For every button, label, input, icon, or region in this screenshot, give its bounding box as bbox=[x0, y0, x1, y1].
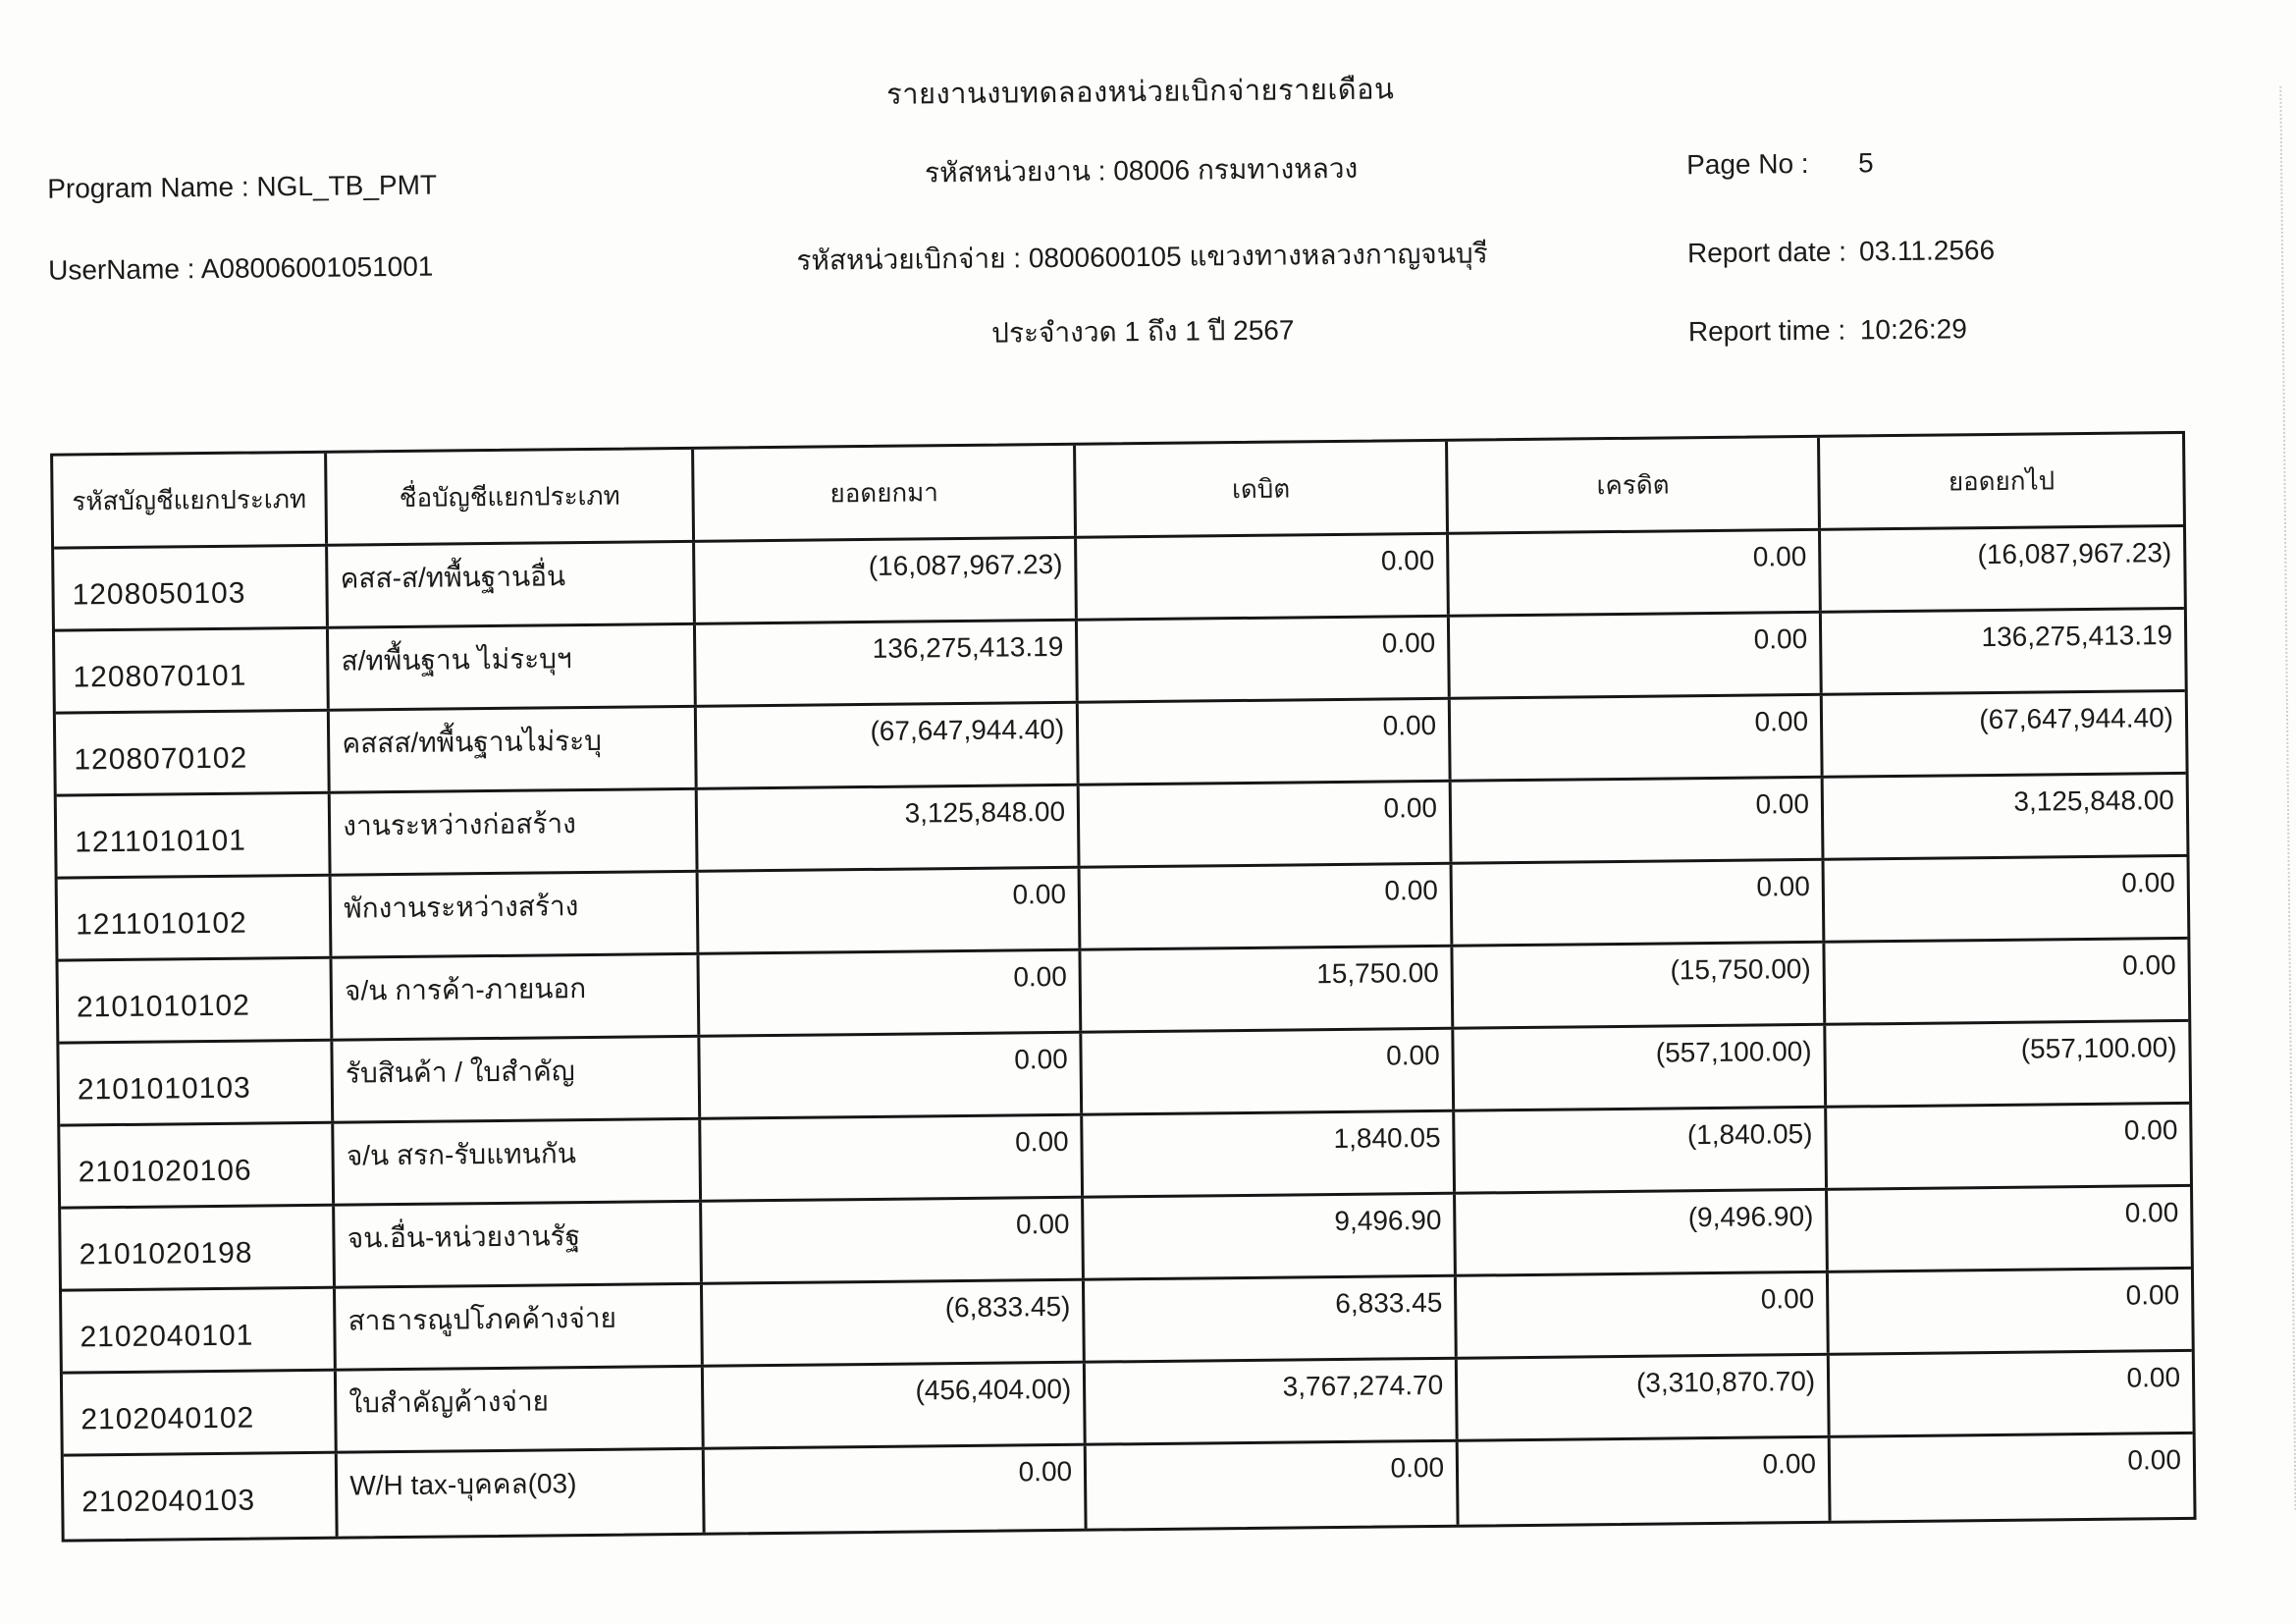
account-code-cell: 1208070102 bbox=[56, 712, 331, 794]
account-code-cell: 2101010102 bbox=[59, 959, 334, 1042]
balance-carried-cell: 0.00 bbox=[2125, 1279, 2180, 1311]
debit-cell: 0.00 bbox=[1080, 783, 1453, 866]
balance-carried-cell: 3,125,848.00 bbox=[2013, 785, 2175, 817]
debit-cell: 0.00 bbox=[1079, 700, 1452, 784]
credit-cell: 0.00 bbox=[1450, 614, 1823, 697]
balance-forward-cell: 0.00 bbox=[702, 1199, 1085, 1282]
account-name-cell: งานระหว่างก่อสร้าง bbox=[331, 790, 699, 874]
period-line: ประจำงวด 1 ถึง 1 ปี 2567 bbox=[991, 314, 1295, 349]
debit-cell: 0.00 bbox=[1081, 865, 1454, 948]
credit-cell: (9,496.90) bbox=[1456, 1191, 1829, 1274]
page-no-label: Page No : bbox=[1685, 147, 1809, 181]
account-name-cell: จ/น การค้า-ภายนอก bbox=[333, 955, 701, 1039]
credit-cell: 0.00 bbox=[1459, 1438, 1832, 1525]
report-date-value: 03.11.2566 bbox=[1858, 234, 1996, 267]
account-name-cell: จ/น สรก-รับแทนกัน bbox=[335, 1120, 703, 1204]
balance-carried-cell: 0.00 bbox=[2124, 1197, 2179, 1228]
debit-cell: 0.00 bbox=[1078, 618, 1451, 701]
trial-balance-table bbox=[50, 431, 2196, 1543]
balance-forward-cell: 0.00 bbox=[700, 951, 1083, 1035]
disbursement-unit-line: รหัสหน่วยเบิกจ่าย : 0800600105 แขวงทางหลวงกาญจนบุรี bbox=[796, 238, 1488, 276]
credit-cell: 0.00 bbox=[1452, 779, 1825, 862]
balance-forward-cell: 0.00 bbox=[701, 1116, 1084, 1200]
balance-forward-cell: (6,833.45) bbox=[703, 1281, 1086, 1365]
balance-carried-cell: 0.00 bbox=[2127, 1444, 2182, 1476]
col-header-debit: เดบิต bbox=[1076, 442, 1449, 536]
balance-carried-cell: (557,100.00) bbox=[2020, 1032, 2177, 1064]
user-name-label: UserName : bbox=[47, 253, 195, 286]
credit-cell: 0.00 bbox=[1451, 696, 1824, 780]
account-name-cell: พักงานระหว่างสร้าง bbox=[332, 873, 700, 956]
col-header-credit: เครดิต bbox=[1448, 438, 1821, 532]
col-header-account-name: ชื่อบัญชีแยกประเภท bbox=[327, 450, 695, 544]
user-name-line bbox=[48, 251, 434, 287]
balance-forward-cell: 0.00 bbox=[701, 1034, 1084, 1117]
account-name-cell: ใบสำคัญค้างจ่าย bbox=[337, 1368, 705, 1451]
report-time-value: 10:26:29 bbox=[1859, 313, 1968, 346]
debit-cell: 3,767,274.70 bbox=[1086, 1360, 1459, 1443]
debit-cell: 0.00 bbox=[1077, 535, 1450, 619]
debit-cell: 1,840.05 bbox=[1083, 1112, 1456, 1196]
balance-carried-cell: 0.00 bbox=[2126, 1362, 2181, 1393]
credit-cell: 0.00 bbox=[1457, 1273, 1830, 1357]
account-code-cell: 1211010101 bbox=[57, 794, 332, 877]
program-name-value: NGL_TB_PMT bbox=[256, 169, 438, 202]
account-name-cell: ส/ทพื้นฐาน ไม่ระบุฯ bbox=[329, 625, 697, 709]
col-header-balance-forward: ยอดยกมา bbox=[694, 446, 1077, 540]
debit-cell: 6,833.45 bbox=[1085, 1277, 1458, 1361]
account-code-cell: 1208050103 bbox=[54, 547, 329, 629]
balance-forward-cell: 136,275,413.19 bbox=[696, 622, 1079, 705]
account-code-cell: 2101020106 bbox=[60, 1124, 335, 1207]
credit-cell: (3,310,870.70) bbox=[1458, 1356, 1831, 1439]
program-name-label: Program Name : bbox=[47, 171, 249, 204]
account-code-cell: 2102040101 bbox=[62, 1289, 337, 1372]
account-name-cell: จน.อื่น-หน่วยงานรัฐ bbox=[335, 1203, 703, 1286]
balance-carried-cell: 0.00 bbox=[2123, 1114, 2178, 1146]
balance-carried-cell: 136,275,413.19 bbox=[1981, 620, 2173, 653]
account-code-cell: 1211010102 bbox=[58, 877, 333, 959]
balance-forward-cell: 0.00 bbox=[705, 1446, 1088, 1533]
report-date-label: Report date : bbox=[1686, 236, 1847, 269]
report-title: รายงานงบทดลองหน่วยเบิกจ่ายรายเดือน bbox=[886, 74, 1395, 111]
account-code-cell: 2102040102 bbox=[63, 1372, 338, 1454]
account-name-cell: คสสส/ทพื้นฐานไม่ระบุ bbox=[330, 708, 698, 791]
account-code-cell: 2101010103 bbox=[59, 1042, 334, 1124]
credit-cell: (557,100.00) bbox=[1454, 1026, 1827, 1110]
balance-carried-cell: (67,647,944.40) bbox=[1979, 702, 2174, 735]
account-name-cell: สาธารณูปโภคค้างจ่าย bbox=[336, 1285, 704, 1369]
program-name-line bbox=[47, 170, 437, 205]
balance-forward-cell: (67,647,944.40) bbox=[697, 704, 1080, 787]
balance-carried-cell: 0.00 bbox=[2121, 867, 2175, 898]
credit-cell: (1,840.05) bbox=[1455, 1109, 1828, 1192]
debit-cell: 0.00 bbox=[1082, 1030, 1455, 1113]
balance-carried-cell: (16,087,967.23) bbox=[1977, 537, 2172, 570]
account-name-cell: W/H tax-บุคคล(03) bbox=[338, 1450, 706, 1537]
col-header-account-code: รหัสบัญชีแยกประเภท bbox=[53, 454, 328, 547]
page-no-value: 5 bbox=[1857, 147, 1874, 179]
balance-forward-cell: (456,404.00) bbox=[704, 1364, 1087, 1447]
balance-forward-cell: 3,125,848.00 bbox=[698, 786, 1081, 870]
account-code-cell: 2102040103 bbox=[64, 1454, 339, 1540]
account-name-cell: คสส-ส/ทพื้นฐานอื่น bbox=[328, 543, 696, 626]
debit-cell: 0.00 bbox=[1087, 1442, 1460, 1529]
report-time-label: Report time : bbox=[1687, 314, 1846, 348]
balance-forward-cell: 0.00 bbox=[699, 869, 1082, 952]
debit-cell: 15,750.00 bbox=[1082, 947, 1455, 1031]
debit-cell: 9,496.90 bbox=[1084, 1195, 1457, 1278]
account-name-cell: รับสินค้า / ใบสำคัญ bbox=[334, 1038, 702, 1121]
account-code-cell: 1208070101 bbox=[55, 629, 330, 712]
user-name-value: A08006001051001 bbox=[200, 250, 434, 285]
table-body bbox=[54, 527, 2193, 1540]
credit-cell: (15,750.00) bbox=[1454, 944, 1827, 1027]
col-header-balance-carried: ยอดยกไป bbox=[1948, 465, 2056, 497]
credit-cell: 0.00 bbox=[1449, 531, 1822, 615]
balance-carried-cell: 0.00 bbox=[2122, 949, 2176, 981]
account-code-cell: 2101020198 bbox=[61, 1207, 336, 1289]
balance-forward-cell: (16,087,967.23) bbox=[695, 539, 1078, 623]
credit-cell: 0.00 bbox=[1453, 861, 1826, 945]
agency-code-line: รหัสหน่วยงาน : 08006 กรมทางหลวง bbox=[924, 152, 1359, 189]
